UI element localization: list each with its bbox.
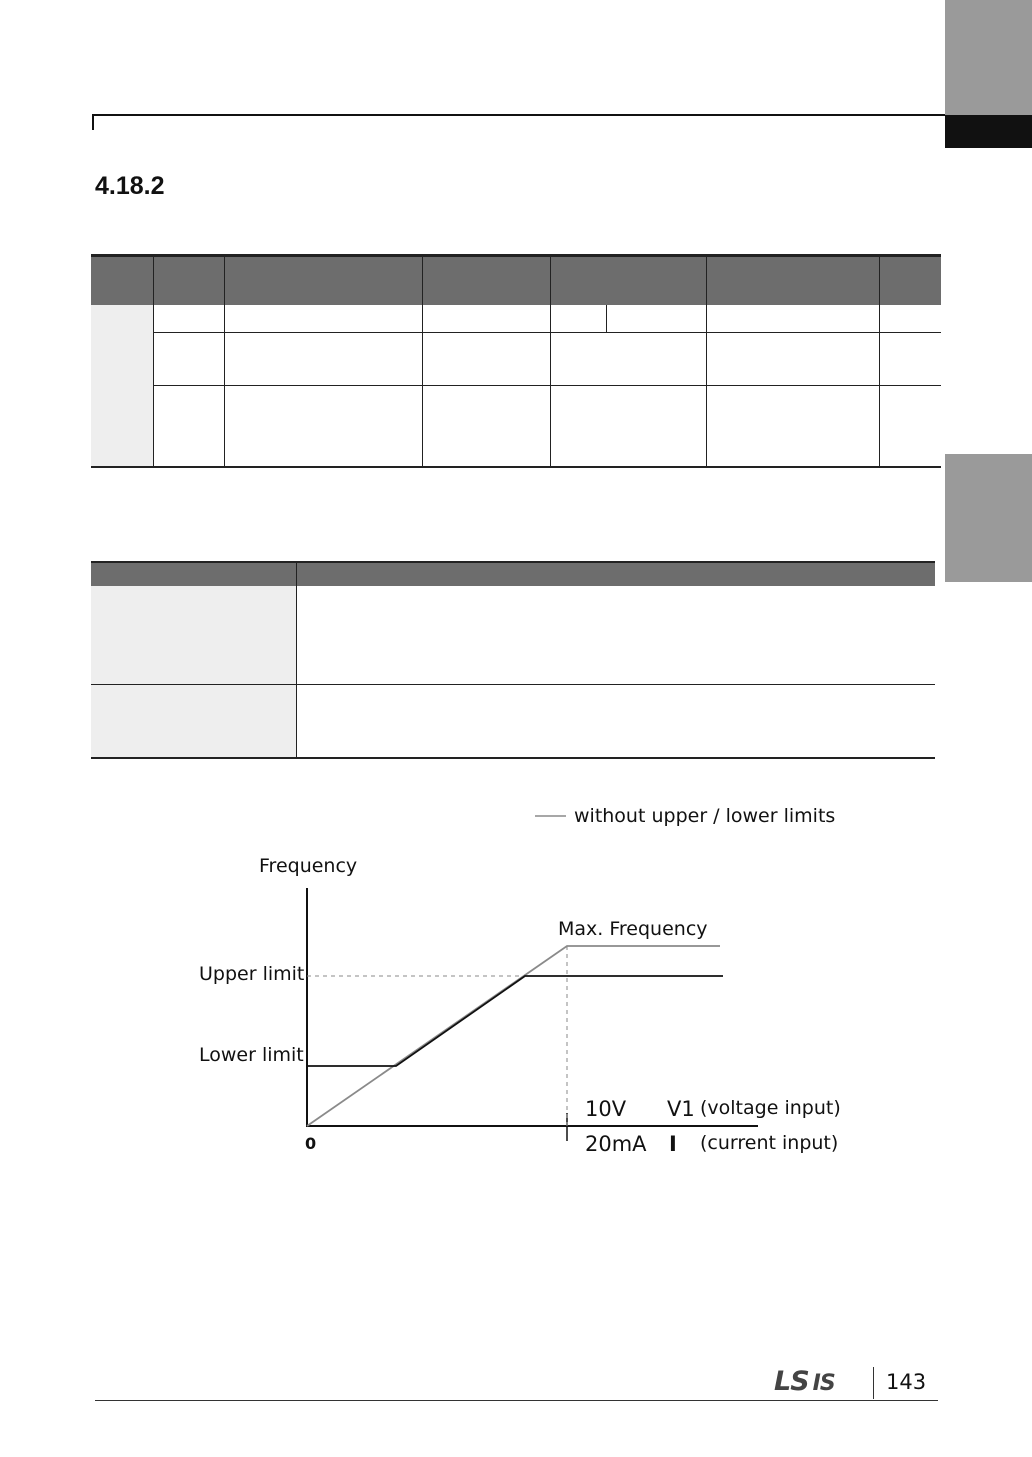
col-divider: [153, 254, 154, 468]
current-value: 20mA: [585, 1132, 647, 1156]
voltage-note: (voltage input): [700, 1097, 841, 1119]
parameter-table-header: [91, 254, 941, 305]
origin-label: 0: [305, 1134, 317, 1153]
col-divider: [422, 254, 423, 468]
legend-label: without upper / lower limits: [574, 805, 836, 827]
col-divider: [296, 561, 297, 759]
description-row-label: [91, 586, 296, 684]
upper-limit-label: Upper limit: [199, 963, 305, 985]
chapter-tab-line1: Basic: [986, 592, 1018, 664]
header-rule-tick: [92, 114, 94, 130]
col-divider: [606, 305, 607, 332]
voltage-terminal: V1: [667, 1097, 695, 1121]
col-divider: [224, 254, 225, 468]
unlimited-curve: [307, 946, 720, 1126]
logo-sub: IS: [812, 1371, 835, 1396]
parameter-table-bottom-rule: [91, 466, 941, 468]
footer-rule: [95, 1400, 938, 1401]
description-table: [91, 561, 935, 759]
chapter-tab[interactable]: [945, 454, 1032, 709]
description-table-bottom-rule: [91, 757, 935, 759]
current-note: (current input): [700, 1132, 839, 1154]
y-axis-label: Frequency: [259, 855, 358, 877]
row-divider: [91, 684, 935, 685]
row-divider: [153, 332, 941, 333]
page-number: 143: [886, 1370, 927, 1394]
footer-separator: [873, 1367, 874, 1399]
col-divider: [550, 254, 551, 468]
lower-limit-label: Lower limit: [199, 1044, 304, 1066]
description-row-label: [91, 685, 296, 757]
parameter-table: [91, 254, 941, 468]
current-terminal: I: [669, 1132, 677, 1156]
logo-main: LS: [774, 1366, 809, 1397]
max-frequency-label: Max. Frequency: [558, 918, 708, 940]
parameter-table-group-cell: [91, 305, 153, 468]
limited-curve: [307, 976, 723, 1066]
side-tab-marker: [945, 115, 1032, 148]
col-divider: [706, 254, 707, 468]
voltage-value: 10V: [585, 1097, 627, 1121]
header-rule: [92, 114, 945, 116]
row-divider: [153, 385, 941, 386]
chapter-tab-label: [945, 582, 1032, 710]
col-divider: [879, 254, 880, 468]
frequency-limit-graph: [190, 800, 850, 1170]
section-number: 4.18.2: [95, 172, 165, 200]
chapter-tab-line2: Features: [959, 592, 991, 709]
ls-is-logo: [774, 1366, 835, 1397]
description-table-header: [91, 561, 935, 586]
side-tab-top: [945, 0, 1032, 115]
